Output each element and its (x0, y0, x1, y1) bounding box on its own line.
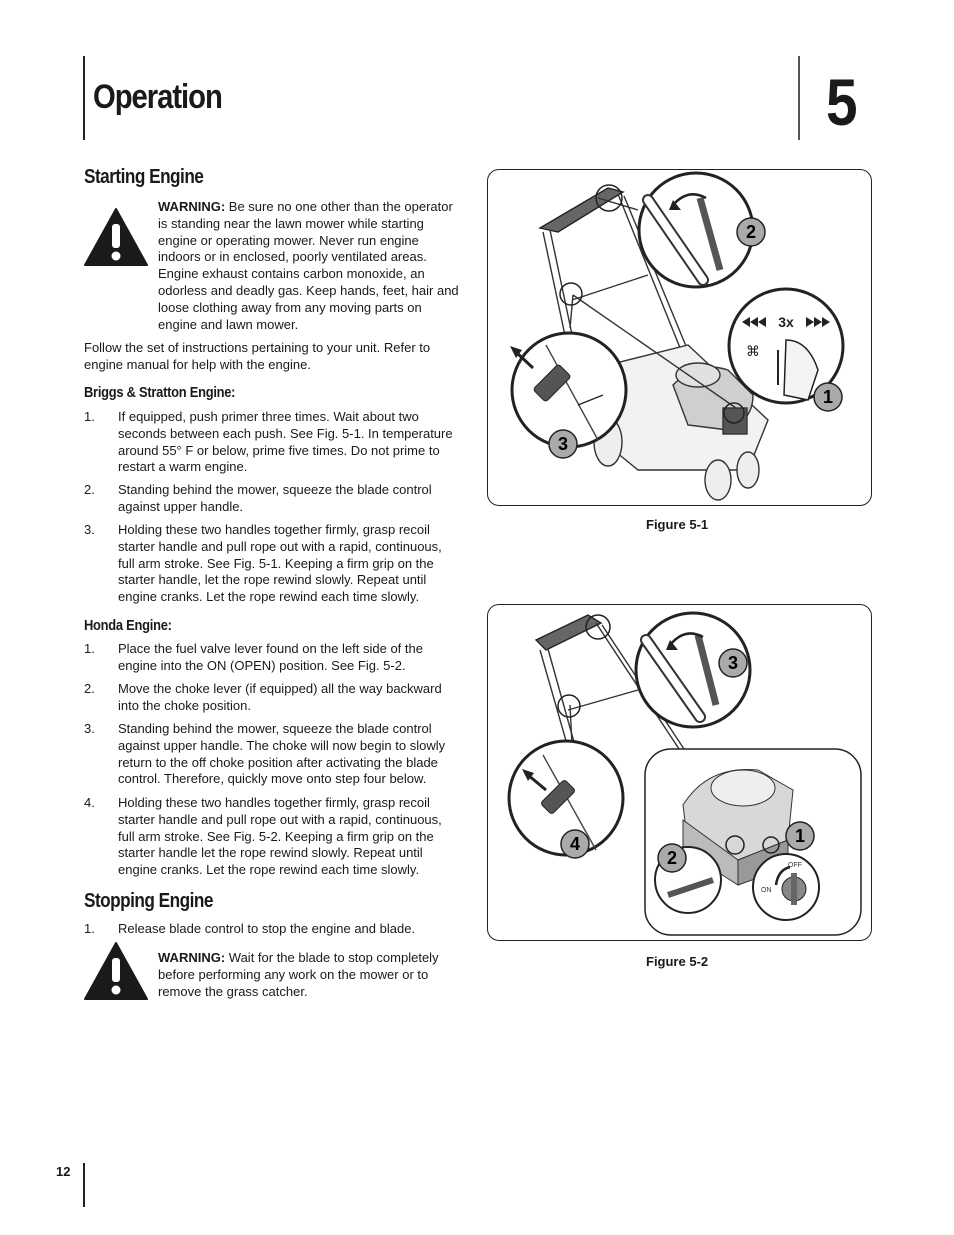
step-line: starter handle and pull rope out with a rapid, continuous, (118, 538, 442, 554)
starting-engine-heading: Starting Engine (84, 166, 204, 188)
step-line: control. Therefore, quickly move onto step four below. (118, 771, 427, 787)
warning-line: indoors or in enclosed, poorly ventilated areas. (158, 249, 427, 265)
step-line: against upper handle. (118, 498, 244, 514)
step-line: seconds between each push. See Fig. 5-1. In temperature (118, 425, 453, 441)
warning-triangle-icon (83, 207, 149, 267)
primer-icon: ⌘ (746, 343, 760, 359)
step-line: engine cranks. Let the rope rewind each time slowly. (118, 589, 420, 605)
warning-label: WARNING: (158, 199, 226, 214)
intro-line: engine manual for help with the engine. (84, 356, 311, 372)
mower-illustration-1 (488, 170, 871, 505)
step-line: starter handle and pull rope out with a rapid, continuous, (118, 811, 442, 827)
warning-line: Wait for the blade to stop completely (225, 950, 439, 965)
mower-illustration-2 (488, 605, 871, 940)
warning-line: Engine exhaust contains carbon monoxide, an (158, 266, 425, 282)
callout-number: 3 (727, 653, 739, 673)
callout-number: 1 (794, 826, 806, 846)
step-line: against upper handle. The choke will now begin to slowly (118, 737, 446, 753)
step-line: engine cranks. Let the rope rewind each time slowly. (118, 862, 420, 878)
step-line: starter handle, let the rope rewind slowly. Repeat until (118, 572, 427, 588)
warning-triangle-icon (83, 941, 149, 1001)
callout-3 (549, 430, 577, 458)
callout-3 (719, 649, 747, 677)
page-title: Operation (93, 78, 222, 116)
step-number: 1. (84, 409, 95, 424)
step-number: 4. (84, 795, 95, 810)
figure-5-2-caption: Figure 5-2 (646, 954, 709, 969)
step-line: around 55° F or below, prime five times. Do not prime to (118, 442, 440, 458)
step-number: 1. (84, 921, 95, 936)
chapter-number: 5 (826, 65, 858, 139)
step-number: 3. (84, 522, 95, 537)
callout-1 (786, 822, 814, 850)
step-line: Place the fuel valve lever found on the left side of the (118, 641, 423, 656)
step-line: If equipped, push primer three times. Wait about two (118, 409, 419, 424)
callout-number: 1 (822, 387, 834, 407)
step-number: 2. (84, 681, 95, 696)
warning-text-start (158, 199, 470, 333)
intro-line: Follow the set of instructions pertaining to your unit. Refer to (84, 340, 431, 355)
step-line: restart a warm engine. (118, 459, 248, 475)
step-line: full arm stroke. See Fig. 5-2. Keeping a firm grip on the (118, 828, 434, 844)
figure-5-2 (487, 604, 872, 941)
honda-heading: Honda Engine: (84, 617, 172, 634)
step-line: Move the choke lever (if equipped) all the way backward (118, 681, 442, 696)
callout-number: 2 (666, 848, 678, 868)
step-line: starter handle let the rope rewind slowly. Repeat until (118, 845, 423, 861)
step-line: Holding these two handles together firmly, grasp recoil (118, 795, 430, 810)
warning-text-stop (158, 950, 468, 1000)
callout-number: 2 (745, 222, 757, 242)
step-line: Release blade control to stop the engine and blade. (118, 921, 416, 936)
step-line: Holding these two handles together firmly, grasp recoil (118, 522, 430, 537)
briggs-heading: Briggs & Stratton Engine: (84, 384, 236, 401)
primer-count-label: 3x (778, 314, 794, 330)
step-number: 1. (84, 641, 95, 656)
callout-number: 4 (569, 834, 581, 854)
stopping-engine-heading: Stopping Engine (84, 890, 213, 912)
warning-line: engine and lawn mower. (158, 316, 299, 332)
warning-line: engine or operating mower. Never run engine (158, 232, 419, 248)
callout-1 (814, 383, 842, 411)
warning-line: is standing near the lawn mower while starting (158, 215, 424, 231)
step-line: into the choke position. (118, 697, 251, 713)
warning-line: before performing any work on the mower or to (158, 966, 429, 982)
callout-2 (658, 844, 686, 872)
callout-2 (737, 218, 765, 246)
page-number: 12 (56, 1164, 71, 1179)
step-number: 3. (84, 721, 95, 736)
figure-5-1 (487, 169, 872, 506)
warning-line: Be sure no one other than the operator (225, 199, 453, 214)
step-number: 2. (84, 482, 95, 497)
header-rule-left (83, 56, 85, 140)
callout-4 (561, 830, 589, 858)
warning-label: WARNING: (158, 950, 226, 965)
step-line: full arm stroke. See Fig. 5-1. Keeping a firm grip on the (118, 555, 434, 571)
header-rule-right (798, 56, 800, 140)
figure-5-1-caption: Figure 5-1 (646, 517, 709, 532)
step-line: Standing behind the mower, squeeze the blade control (118, 482, 432, 497)
callout-number: 3 (557, 434, 569, 454)
warning-line: remove the grass catcher. (158, 983, 308, 999)
footer-rule (83, 1163, 85, 1207)
warning-line: odorless and deadly gas. Keep hands, feet, hair and (158, 282, 459, 298)
step-line: return to the off choke position after activating the blade (118, 754, 438, 770)
step-line: Standing behind the mower, squeeze the blade control (118, 721, 432, 736)
valve-on-label: ON (761, 887, 772, 894)
intro-paragraph (84, 340, 464, 374)
warning-line: loose clothing away from any moving parts on (158, 299, 422, 315)
step-line: engine into the ON (OPEN) position. See Fig. 5-2. (118, 657, 406, 673)
valve-off-label: OFF (788, 862, 802, 869)
